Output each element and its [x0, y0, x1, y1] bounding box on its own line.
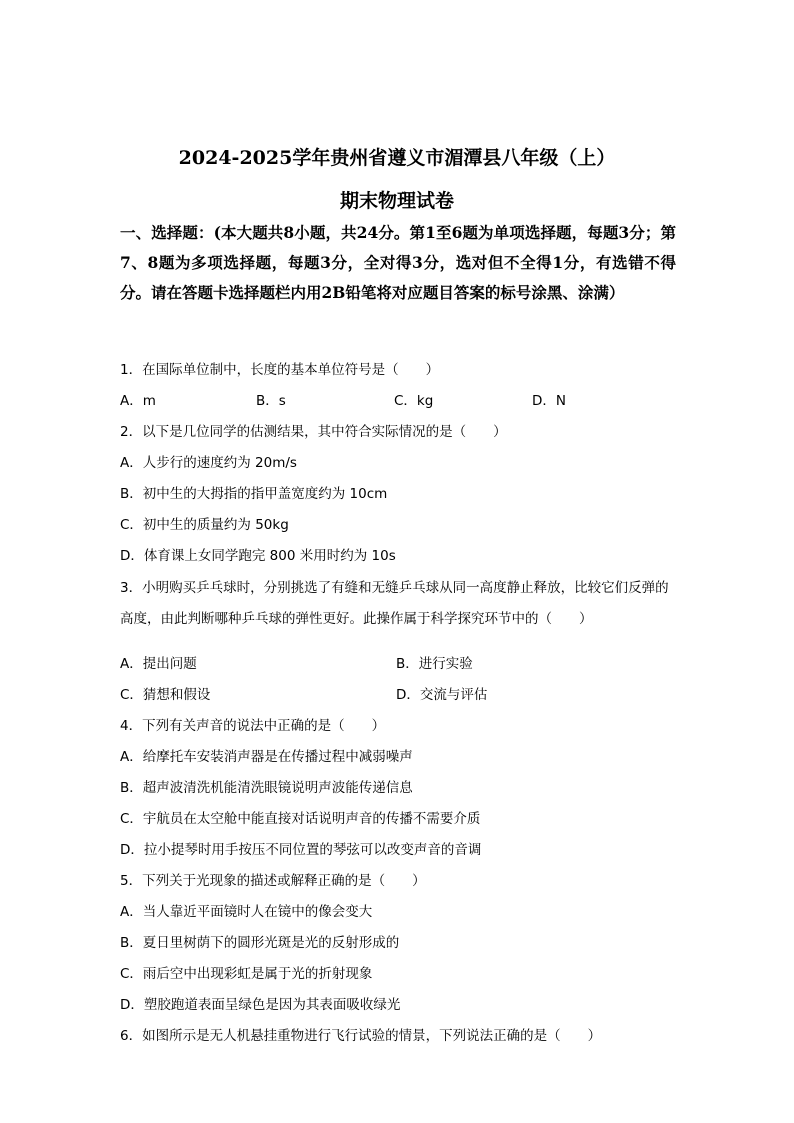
question-1-option-b: B．s — [256, 393, 286, 409]
question-5-stem: 5．下列关于光现象的描述或解释正确的是（ ） — [120, 873, 426, 889]
question-4-stem: 4．下列有关声音的说法中正确的是（ ） — [120, 718, 386, 734]
question-4-option-a: A．给摩托车安装消声器是在传播过程中减弱噪声 — [120, 749, 413, 765]
exam-title-line2: 期末物理试卷 — [339, 190, 454, 212]
question-2-stem: 2．以下是几位同学的估测结果，其中符合实际情况的是（ ） — [120, 424, 507, 440]
section-heading-choice: 一、选择题：(本大题共8小题，共24分。第1至6题为单项选择题，每题3分；第7、8题为多项选择题，每题3分，全对得3分，选对但不全得1分，有选错不得分。请在答题卡选择题栏内用2B铅笔将对应题目答案的标号涂黑、涂满） — [120, 223, 676, 302]
question-4-option-d: D．拉小提琴时用手按压不同位置的琴弦可以改变声音的音调 — [120, 842, 482, 858]
question-3-option-a: A．提出问题 — [120, 656, 197, 672]
question-2-option-a: A．人步行的速度约为 20m/s — [120, 455, 297, 471]
question-3-stem: 3．小明购买乒乓球时，分别挑选了有缝和无缝乒乓球从同一高度静止释放，比较它们反弹的高度，由此判断哪种乒乓球的弹性更好。此操作属于科学探究环节中的（ ） — [120, 580, 669, 627]
question-3-option-c: C．猜想和假设 — [120, 687, 211, 703]
question-5-option-b: B．夏日里树荫下的圆形光斑是光的反射形成的 — [120, 935, 400, 951]
question-2-option-c: C．初中生的质量约为 50kg — [120, 517, 289, 533]
question-2-option-b: B．初中生的大拇指的指甲盖宽度约为 10cm — [120, 486, 388, 502]
question-1-option-c: C．kg — [394, 393, 434, 409]
question-1-stem: 1．在国际单位制中，长度的基本单位符号是（ ） — [120, 362, 440, 378]
exam-title-line1: 2024-2025学年贵州省遵义市湄潭县八年级（上） — [178, 147, 616, 169]
question-3-option-b: B．进行实验 — [396, 656, 473, 672]
question-5-option-a: A．当人靠近平面镜时人在镜中的像会变大 — [120, 904, 373, 920]
question-1-option-a: A．m — [120, 393, 156, 409]
question-1-option-d: D．N — [532, 393, 566, 409]
question-4-option-b: B．超声波清洗机能清洗眼镜说明声波能传递信息 — [120, 780, 413, 796]
question-4-option-c: C．宇航员在太空舱中能直接对话说明声音的传播不需要介质 — [120, 811, 481, 827]
question-5-option-c: C．雨后空中出现彩虹是属于光的折射现象 — [120, 966, 373, 982]
question-3-option-d: D．交流与评估 — [396, 687, 488, 703]
question-6-stem: 6．如图所示是无人机悬挂重物进行飞行试验的情景，下列说法正确的是（ ） — [120, 1028, 602, 1044]
question-2-option-d: D．体育课上女同学跑完 800 米用时约为 10s — [120, 548, 396, 564]
question-5-option-d: D．塑胶跑道表面呈绿色是因为其表面吸收绿光 — [120, 997, 401, 1013]
